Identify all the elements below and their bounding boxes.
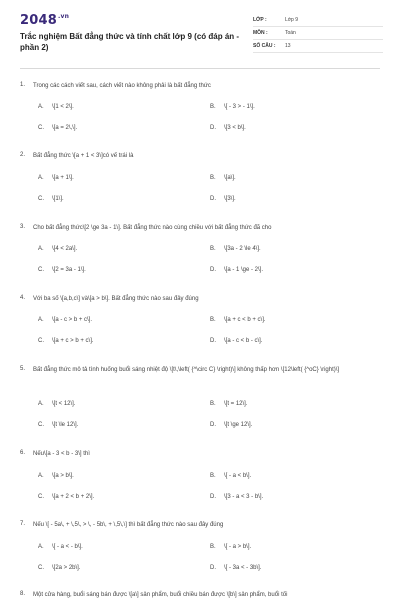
option-b[interactable] — [210, 104, 255, 110]
option-letter: D. — [210, 125, 216, 131]
option-letter: B. — [210, 317, 216, 323]
page-header — [0, 0, 400, 62]
option-text: \[3 < b\]. — [224, 125, 246, 131]
option-text: \[a + c < b + c\]. — [224, 317, 266, 323]
meta-value: 13 — [285, 43, 291, 49]
option-text: \[3 - a < 3 - b\]. — [224, 494, 264, 500]
option-letter: D. — [210, 494, 216, 500]
meta-row-subject — [253, 27, 383, 40]
meta-label: SỐ CÂU : — [253, 43, 276, 49]
option-text: \[ - a < - b\]. — [52, 544, 83, 550]
question-text: Bất đẳng thức mô tả tình huống buổi sáng nhiệt độ \[t\,\left( {^\circ C} \right)\] không thấp hơn \[12\left( {^oC} \right)\] — [33, 367, 340, 373]
meta-row-count — [253, 40, 383, 53]
option-letter: C. — [38, 125, 44, 131]
document-title: Trắc nghiệm Bất đẳng thức và tính chất lớp 9 (có đáp án - phần 2) — [20, 32, 240, 52]
option-a[interactable] — [38, 175, 74, 181]
option-text: \[a + 2 < b + 2\]. — [52, 494, 95, 500]
option-a[interactable] — [38, 401, 76, 407]
option-d[interactable] — [210, 125, 246, 131]
option-b[interactable] — [210, 473, 251, 479]
option-b[interactable] — [210, 175, 236, 181]
question-number: 8. — [20, 591, 26, 597]
option-letter: D. — [210, 267, 216, 273]
option-c[interactable] — [38, 494, 94, 500]
option-letter: D. — [210, 338, 216, 344]
question-number: 6. — [20, 450, 26, 456]
logo-suffix: .vn — [57, 13, 70, 20]
option-letter: C. — [38, 565, 44, 571]
option-letter: A. — [38, 473, 44, 479]
option-a[interactable] — [38, 246, 77, 252]
option-text: \[t \le 12\]. — [52, 422, 79, 428]
option-letter: C. — [38, 196, 44, 202]
option-letter: B. — [210, 544, 216, 550]
option-text: \[a + 1\]. — [52, 175, 74, 181]
option-letter: A. — [38, 175, 44, 181]
option-d[interactable] — [210, 267, 263, 273]
option-text: \[4 < 2a\]. — [52, 246, 78, 252]
option-c[interactable] — [38, 196, 64, 202]
option-a[interactable] — [38, 317, 92, 323]
question-text: Cho bất đẳng thức\[2 \ge 3a - 1\]. Bất đẳng thức nào cùng chiều với bất đẳng thức đã cho — [33, 225, 272, 231]
option-text: \[t \ge 12\]. — [224, 422, 253, 428]
question-text: Nếu\[a - 3 < b - 3\] thì — [33, 451, 90, 457]
question-number: 5. — [20, 366, 26, 372]
question-number: 7. — [20, 521, 26, 527]
question-text: Bất đẳng thức \[a + 1 < 3\]có vế trái là — [33, 153, 134, 159]
question-number: 1. — [20, 82, 26, 88]
meta-row-class — [253, 14, 383, 27]
logo-text: 2048 — [20, 13, 57, 28]
question-text: Với ba số \[a,b,c\] và\[a > b\]. Bất đẳng thức nào sau đây đúng — [33, 296, 199, 302]
option-letter: C. — [38, 494, 44, 500]
option-b[interactable] — [210, 401, 248, 407]
option-letter: A. — [38, 544, 44, 550]
option-b[interactable] — [210, 544, 251, 550]
option-letter: A. — [38, 104, 44, 110]
option-text: \[2 = 3a - 1\]. — [52, 267, 86, 273]
option-d[interactable] — [210, 338, 263, 344]
option-text: \[a + c > b + c\]. — [52, 338, 94, 344]
option-letter: A. — [38, 401, 44, 407]
question-number: 2. — [20, 152, 26, 158]
option-letter: B. — [210, 246, 216, 252]
option-c[interactable] — [38, 338, 94, 344]
option-d[interactable] — [210, 565, 262, 571]
question-text: Nếu \[ - 5a\, + \,5\, > \, - 5b\, + \,5\,\] thì bất đẳng thức nào sau đây đúng — [33, 522, 224, 528]
option-c[interactable] — [38, 125, 77, 131]
option-c[interactable] — [38, 565, 81, 571]
option-text: \[3a - 2 \le 4\]. — [224, 246, 261, 252]
option-text: \[1\]. — [52, 196, 64, 202]
option-d[interactable] — [210, 494, 263, 500]
meta-label: LỚP : — [253, 17, 267, 23]
meta-label: MÔN : — [253, 30, 268, 36]
option-letter: C. — [38, 267, 44, 273]
option-a[interactable] — [38, 104, 74, 110]
option-text: \[ - 3a < - 3b\]. — [224, 565, 262, 571]
meta-value: Toán — [285, 30, 296, 36]
option-letter: B. — [210, 473, 216, 479]
option-text: \[ - a > b\]. — [224, 544, 252, 550]
option-letter: B. — [210, 401, 216, 407]
option-text: \[ - a < b\]. — [224, 473, 252, 479]
option-a[interactable] — [38, 473, 74, 479]
option-a[interactable] — [38, 544, 83, 550]
option-letter: B. — [210, 175, 216, 181]
option-text: \[a - c > b + c\]. — [52, 317, 93, 323]
meta-value: Lớp 9 — [285, 17, 299, 23]
document-meta — [253, 14, 383, 53]
option-letter: C. — [38, 338, 44, 344]
option-letter: D. — [210, 422, 216, 428]
option-text: \[ - 3 > - 1\]. — [224, 104, 255, 110]
option-letter: A. — [38, 317, 44, 323]
question-number: 4. — [20, 295, 26, 301]
option-letter: B. — [210, 104, 216, 110]
option-letter: D. — [210, 196, 216, 202]
option-text: \[a = 2\,\]. — [52, 125, 78, 131]
option-text: \[a - c < b - c\]. — [224, 338, 263, 344]
option-text: \[a\]. — [224, 175, 236, 181]
option-text: \[3\]. — [224, 196, 236, 202]
option-letter: A. — [38, 246, 44, 252]
option-c[interactable] — [38, 422, 78, 428]
option-text: \[t = 12\]. — [224, 401, 248, 407]
question-text: Trong các cách viết sau, cách viết nào không phải là bất đẳng thức — [33, 83, 211, 89]
option-d[interactable] — [210, 196, 236, 202]
option-text: \[1 < 2\]. — [52, 104, 74, 110]
option-letter: C. — [38, 422, 44, 428]
option-b[interactable] — [210, 317, 266, 323]
header-divider — [20, 68, 380, 69]
option-text: \[2a > 2b\]. — [52, 565, 81, 571]
option-text: \[a > b\]. — [52, 473, 74, 479]
option-d[interactable] — [210, 422, 252, 428]
option-b[interactable] — [210, 246, 261, 252]
question-number: 3. — [20, 224, 26, 230]
option-c[interactable] — [38, 267, 86, 273]
option-letter: D. — [210, 565, 216, 571]
site-logo[interactable] — [20, 13, 69, 28]
option-text: \[t < 12\]. — [52, 401, 76, 407]
question-text: Một cửa hàng, buổi sáng bán được \[a\] sản phẩm, buổi chiều bán được \[b\] sản phẩm, buổi tối — [33, 592, 288, 598]
option-text: \[a - 1 \ge - 2\]. — [224, 267, 264, 273]
